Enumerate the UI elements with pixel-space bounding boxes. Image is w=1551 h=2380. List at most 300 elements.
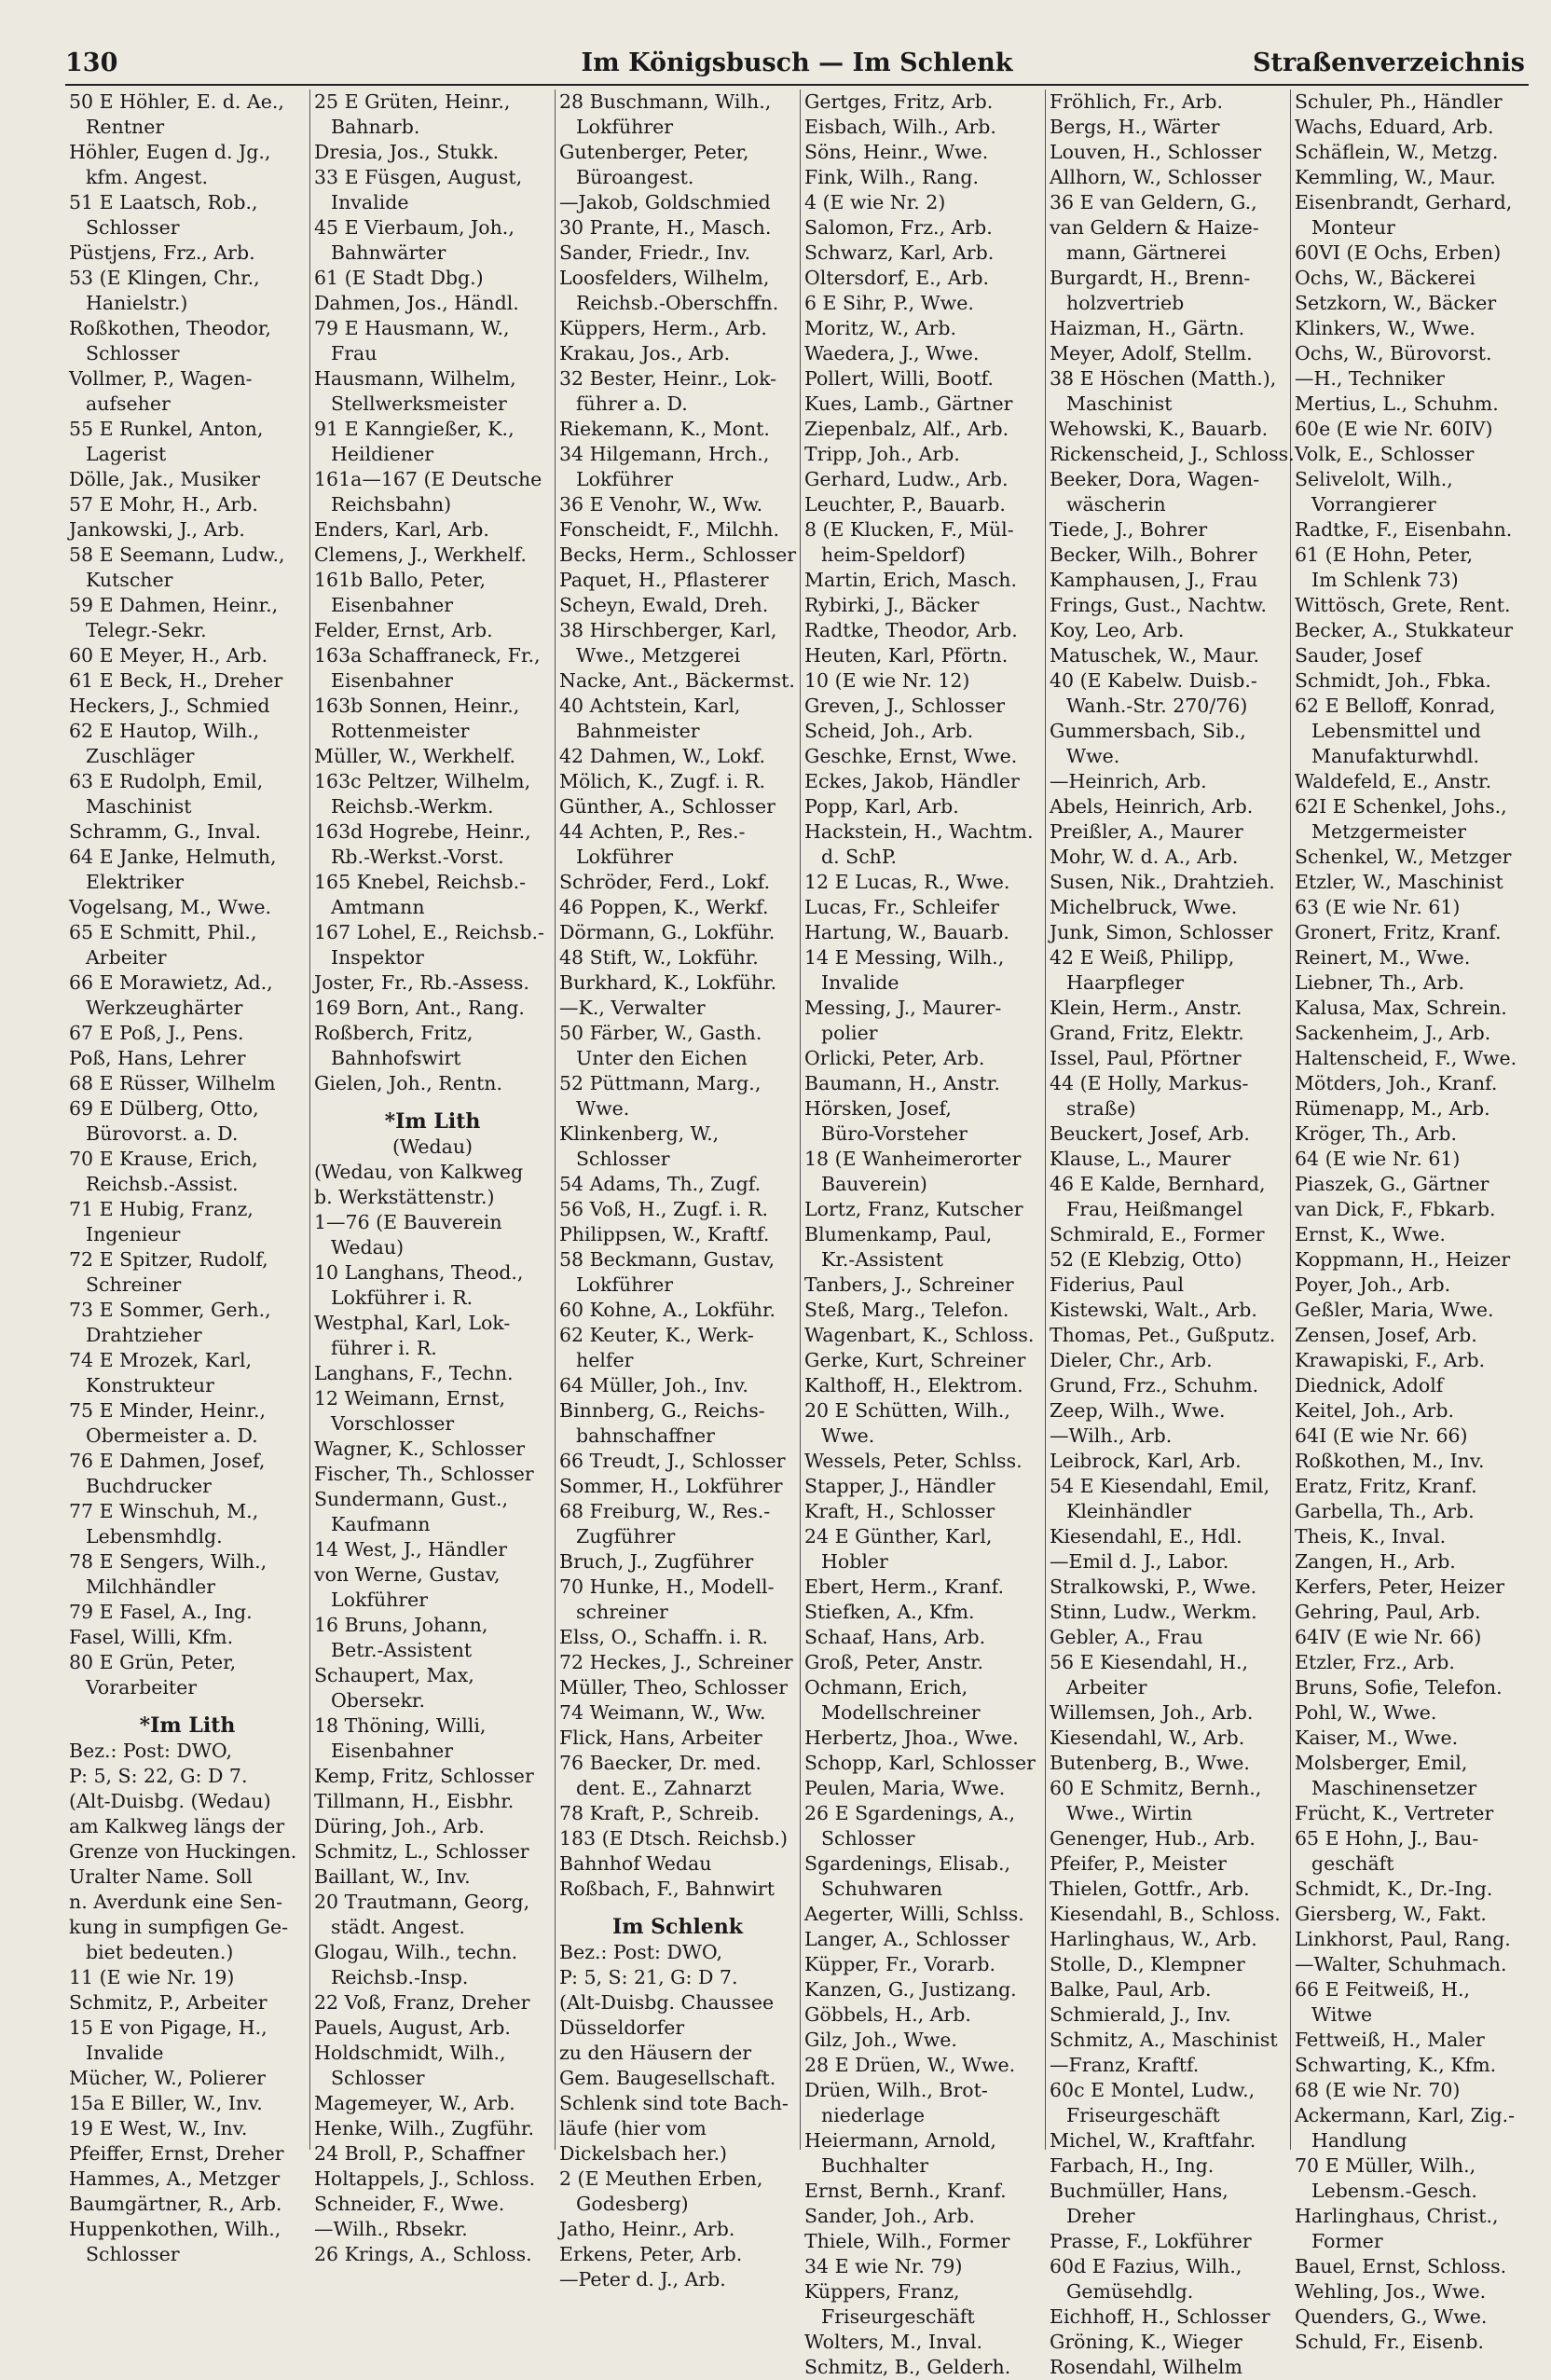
directory-entry: Lokführer: [576, 468, 674, 490]
directory-entry: Lokführer: [331, 1589, 429, 1611]
directory-entry: Heiermann, Arnold,: [804, 2129, 996, 2152]
directory-entry: niederlage: [821, 2104, 925, 2126]
directory-entry: Steß, Marg., Telefon.: [804, 1299, 1009, 1321]
directory-entry: Drahtzieher: [86, 1324, 202, 1346]
directory-entry: 4 (E wie Nr. 2): [804, 191, 946, 213]
directory-entry: 10 Langhans, Theod.,: [314, 1261, 524, 1284]
directory-entry: 61 (E Stadt Dbg.): [314, 267, 484, 289]
directory-entry: 44 Achten, P., Res.-: [559, 820, 746, 843]
directory-entry: Dahmen, Jos., Händl.: [314, 292, 519, 314]
directory-entry: schreiner: [576, 1601, 668, 1623]
directory-entry: Wwe.: [576, 1097, 630, 1120]
directory-entry: Waedera, J., Wwe.: [804, 342, 980, 365]
directory-entry: Schopp, Karl, Schlosser: [804, 1752, 1036, 1774]
directory-entry: 64IV (E wie Nr. 66): [1295, 1626, 1482, 1648]
directory-entry: (Wedau, von Kalkweg: [314, 1161, 524, 1183]
directory-entry: Lokführer i. R.: [331, 1286, 474, 1309]
directory-entry: 16 Bruns, Johann,: [314, 1614, 488, 1636]
directory-entry: Grund, Frz., Schuhm.: [1050, 1374, 1259, 1396]
directory-entry: Sgardenings, Elisab.,: [804, 1852, 1011, 1875]
directory-entry: straße): [1066, 1097, 1136, 1120]
directory-entry: Reinert, M., Wwe.: [1295, 946, 1471, 969]
directory-entry: 11 (E wie Nr. 19): [69, 1966, 235, 1988]
directory-entry: Wessels, Peter, Schlss.: [804, 1450, 1023, 1472]
directory-entry: Stiefken, A., Kfm.: [804, 1601, 975, 1623]
directory-entry: Sander, Friedr., Inv.: [559, 241, 751, 264]
directory-entry: Radtke, F., Eisenbahn.: [1295, 518, 1513, 541]
directory-entry: Göbbels, H., Arb.: [804, 2003, 971, 2026]
directory-entry: Schmitz, L., Schlosser: [314, 1840, 529, 1863]
directory-entry: 91 E Kanngießer, K.,: [314, 418, 515, 440]
directory-entry: Sommer, H., Lokführer: [559, 1475, 783, 1497]
directory-entry: Schröder, Ferd., Lokf.: [559, 871, 771, 893]
directory-entry: 161a—167 (E Deutsche: [314, 468, 542, 490]
directory-entry: Büro-Vorsteher: [821, 1122, 968, 1145]
directory-entry: Uralter Name. Soll: [69, 1865, 253, 1888]
directory-entry: kfm. Angest.: [86, 166, 209, 188]
directory-entry: Schmitz, A., Maschinist: [1050, 2029, 1278, 2051]
directory-entry: Fasel, Willi, Kfm.: [69, 1626, 234, 1648]
directory-entry: Radtke, Theodor, Arb.: [804, 619, 1018, 641]
directory-entry: Schmierald, J., Inv.: [1050, 2003, 1231, 2026]
directory-entry: Etzler, Frz., Arb.: [1295, 1651, 1455, 1673]
directory-entry: Baillant, W., Inv.: [314, 1865, 471, 1888]
directory-entry: Gronert, Fritz, Kranf.: [1295, 921, 1502, 943]
directory-entry: Kues, Lamb., Gärtner: [804, 392, 1013, 415]
directory-entry: Gerke, Kurt, Schreiner: [804, 1349, 1026, 1371]
directory-entry: Kraft, H., Schlosser: [804, 1500, 995, 1522]
directory-entry: 24 E Günther, Karl,: [804, 1525, 993, 1548]
directory-entry: Kistewski, Walt., Arb.: [1050, 1299, 1257, 1321]
directory-entry: Kröger, Th., Arb.: [1295, 1122, 1457, 1145]
directory-entry: Paquet, H., Pflasterer: [559, 569, 769, 591]
directory-entry: b. Werkstättenstr.): [314, 1186, 495, 1208]
directory-entry: 46 Poppen, K., Werkf.: [559, 896, 769, 918]
directory-entry: heim-Speldorf): [821, 543, 966, 566]
directory-entry: Rickenscheid, J., Schloss.: [1050, 443, 1295, 465]
directory-entry: Sundermann, Gust.,: [314, 1488, 508, 1510]
directory-entry: Inspektor: [331, 946, 424, 969]
directory-entry: Tiede, J., Bohrer: [1050, 518, 1208, 541]
directory-entry: Gerhard, Ludw., Arb.: [804, 468, 1009, 490]
directory-entry: 66 Treudt, J., Schlosser: [559, 1450, 786, 1472]
page-header: [65, 47, 1529, 86]
directory-entry: Joster, Fr., Rb.-Assess.: [314, 971, 529, 994]
directory-entry: Pollert, Willi, Bootf.: [804, 367, 994, 390]
directory-entry: Rümenapp, M., Arb.: [1295, 1097, 1490, 1120]
directory-entry: Peulen, Maria, Wwe.: [804, 1777, 1006, 1799]
directory-entry: Heuten, Karl, Pförtn.: [804, 644, 1009, 667]
directory-entry: Becker, A., Stukkateur: [1295, 619, 1514, 641]
directory-entry: Bahnhofswirt: [331, 1047, 461, 1069]
directory-entry: Zuschläger: [86, 745, 195, 767]
directory-entry: Kamphausen, J., Frau: [1050, 569, 1258, 591]
directory-entry: Püstjens, Frz., Arb.: [69, 241, 255, 264]
directory-entry: Gehring, Paul, Arb.: [1295, 1601, 1481, 1623]
directory-entry: Koppmann, H., Heizer: [1295, 1248, 1511, 1271]
directory-entry: Betr.-Assistent: [331, 1639, 473, 1661]
directory-entry: 12 E Lucas, R., Wwe.: [804, 871, 1010, 893]
directory-entry: Wedau): [331, 1236, 405, 1259]
directory-entry: Tillmann, H., Eisbhr.: [314, 1790, 515, 1812]
directory-entry: Schuld, Fr., Eisenb.: [1295, 2331, 1484, 2353]
directory-entry: Büroangest.: [576, 166, 694, 188]
directory-entry: 165 Knebel, Reichsb.-: [314, 871, 527, 893]
directory-entry: Michelbruck, Wwe.: [1050, 896, 1238, 918]
directory-entry: Bahnarb.: [331, 116, 420, 138]
directory-entry: Friseurgeschäft: [1066, 2104, 1220, 2126]
directory-entry: Schuler, Ph., Händler: [1295, 90, 1503, 113]
directory-entry: Modellschreiner: [821, 1701, 981, 1724]
directory-entry: Ochs, W., Bürovorst.: [1295, 342, 1492, 365]
directory-entry: Klinkers, W., Wwe.: [1295, 317, 1476, 339]
directory-entry: Langhans, F., Techn.: [314, 1362, 514, 1384]
directory-entry: städt. Angest.: [331, 1916, 465, 1938]
directory-entry: Oltersdorf, E., Arb.: [804, 267, 989, 289]
directory-entry: Schramm, G., Inval.: [69, 820, 262, 843]
directory-entry: Grenze von Huckingen.: [69, 1840, 297, 1863]
directory-entry: —Emil d. J., Labor.: [1050, 1550, 1229, 1573]
directory-entry: Waldefeld, E., Anstr.: [1295, 770, 1492, 792]
directory-entry: Harlinghaus, W., Arb.: [1050, 1928, 1257, 1950]
directory-entry: 163d Hogrebe, Heinr.,: [314, 820, 531, 843]
directory-entry: Lebensm.-Gesch.: [1311, 2180, 1477, 2202]
directory-entry: 14 West, J., Händler: [314, 1538, 508, 1561]
directory-entry: von Werne, Gustav,: [314, 1563, 501, 1586]
directory-entry: 6 E Sihr, P., Wwe.: [804, 292, 974, 314]
directory-entry: Heckers, J., Schmied: [69, 695, 270, 717]
directory-entry: Baumann, H., Anstr.: [804, 1072, 1000, 1094]
directory-entry: —Franz, Kraftf.: [1050, 2054, 1200, 2076]
directory-entry: Thomas, Pet., Gußputz.: [1050, 1324, 1276, 1346]
directory-entry: Wachs, Eduard, Arb.: [1295, 116, 1494, 138]
column-4: [801, 89, 1046, 2378]
directory-entry: Elektriker: [86, 871, 185, 893]
directory-entry: 65 E Hohn, J., Bau-: [1295, 1827, 1479, 1850]
directory-entry: Bahnmeister: [576, 720, 700, 742]
directory-entry: van Geldern & Haize-: [1050, 216, 1259, 239]
directory-entry: Kiesendahl, W., Arb.: [1050, 1727, 1245, 1749]
directory-entry: Unter den Eichen: [576, 1047, 748, 1069]
directory-entry: Roßkothen, M., Inv.: [1295, 1450, 1485, 1472]
street-heading: *Im Lith: [139, 1713, 236, 1738]
directory-entry: 183 (E Dtsch. Reichsb.): [559, 1827, 788, 1850]
directory-entry: Kutscher: [86, 569, 173, 591]
directory-entry: Konstrukteur: [86, 1374, 214, 1396]
directory-entry: d. SchP.: [821, 846, 898, 868]
directory-entry: —K., Verwalter: [559, 997, 706, 1019]
directory-entry: Hobler: [821, 1550, 888, 1573]
directory-entry: Günther, A., Schlosser: [559, 795, 776, 818]
directory-entry: 74 Weimann, W., Ww.: [559, 1701, 766, 1724]
directory-entry: Clemens, J., Werkhelf.: [314, 543, 527, 566]
directory-entry: 34 Hilgemann, Hrch.,: [559, 443, 770, 465]
directory-entry: Thielen, Gottfr., Arb.: [1050, 1878, 1250, 1900]
directory-entry: Wehowski, K., Bauarb.: [1050, 418, 1269, 440]
directory-entry: Schwarz, Karl, Arb.: [804, 241, 995, 264]
directory-entry: Salomon, Frz., Arb.: [804, 216, 993, 239]
directory-entry: Orlicki, Peter, Arb.: [804, 1047, 985, 1069]
directory-entry: Roßbach, F., Bahnwirt: [559, 1878, 775, 1900]
directory-entry: Junk, Simon, Schlosser: [1050, 921, 1273, 943]
directory-entry: —Peter d. J., Arb.: [559, 2268, 726, 2291]
directory-entry: 72 E Spitzer, Rudolf,: [69, 1248, 268, 1271]
directory-entry: Piaszek, G., Gärtner: [1295, 1173, 1489, 1195]
directory-entry: biet bedeuten.): [86, 1941, 234, 1963]
column-6: [1291, 89, 1536, 2353]
directory-entry: Vogelsang, M., Wwe.: [69, 896, 271, 918]
directory-entry: Vollmer, P., Wagen-: [69, 367, 253, 390]
directory-entry: Meyer, Adolf, Stellm.: [1050, 342, 1253, 365]
directory-entry: Giersberg, W., Fakt.: [1295, 1903, 1487, 1925]
directory-entry: Becks, Herm., Schlosser: [559, 543, 797, 566]
directory-entry: 52 Püttmann, Marg.,: [559, 1072, 762, 1094]
directory-entry: Rosendahl, Wilhelm: [1050, 2356, 1242, 2378]
directory-entry: Lebensmittel und: [1311, 720, 1481, 742]
directory-entry: 26 Krings, A., Schloss.: [314, 2243, 532, 2265]
page-number: 130: [65, 48, 118, 77]
section-title: Straßenverzeichnis: [1252, 48, 1525, 77]
directory-entry: 167 Lohel, E., Reichsb.-: [314, 921, 544, 943]
directory-entry: Enders, Karl, Arb.: [314, 518, 489, 541]
directory-entry: Reichsbahn): [331, 493, 452, 516]
directory-entry: 20 Trautmann, Georg,: [314, 1891, 530, 1913]
directory-entry: 51 E Laatsch, Rob.,: [69, 191, 258, 213]
directory-entry: Kleinhändler: [1066, 1500, 1192, 1522]
directory-entry: 61 E Beck, H., Dreher: [69, 669, 283, 692]
directory-entry: Bauel, Ernst, Schloss.: [1295, 2255, 1507, 2277]
directory-entry: Klause, L., Maurer: [1050, 1148, 1231, 1170]
directory-entry: Flick, Hans, Arbeiter: [559, 1727, 762, 1749]
directory-entry: Krakau, Jos., Arb.: [559, 342, 731, 365]
directory-entry: Gem. Baugesellschaft.: [559, 2067, 776, 2089]
directory-entry: Schmidt, Joh., Fbka.: [1295, 669, 1491, 692]
directory-entry: 54 E Kiesendahl, Emil,: [1050, 1475, 1270, 1497]
directory-entry: Schlosser: [86, 216, 180, 239]
directory-entry: Issel, Paul, Pförtner: [1050, 1047, 1242, 1069]
directory-entry: Prasse, F., Lokführer: [1050, 2230, 1252, 2252]
directory-entry: 78 E Sengers, Wilh.,: [69, 1550, 268, 1573]
directory-entry: Roßberch, Fritz,: [314, 1022, 474, 1044]
directory-entry: Preißler, A., Maurer: [1050, 820, 1243, 843]
directory-entry: Dickelsbach her.): [559, 2142, 728, 2165]
directory-entry: Godesberg): [576, 2193, 689, 2215]
directory-entry: Dölle, Jak., Musiker: [69, 468, 261, 490]
directory-entry: 76 E Dahmen, Josef,: [69, 1450, 266, 1472]
directory-entry: Poyer, Joh., Arb.: [1295, 1273, 1451, 1296]
directory-entry: Dresia, Jos., Stukk.: [314, 141, 500, 163]
directory-entry: Mölich, K., Zugf. i. R.: [559, 770, 766, 792]
directory-entry: Scheyn, Ewald, Dreh.: [559, 594, 769, 616]
directory-entry: Kr.-Assistent: [821, 1248, 944, 1271]
directory-entry: Arbeiter: [86, 946, 167, 969]
directory-entry: Haarpfleger: [1066, 971, 1185, 994]
directory-entry: Invalide: [331, 191, 409, 213]
directory-entry: —Heinrich, Arb.: [1050, 770, 1207, 792]
directory-entry: Wwe., Metzgerei: [576, 644, 741, 667]
directory-entry: Zugführer: [576, 1525, 676, 1548]
directory-entry: 54 Adams, Th., Zugf.: [559, 1173, 762, 1195]
directory-entry: Fischer, Th., Schlosser: [314, 1463, 534, 1485]
directory-entry: Beuckert, Josef, Arb.: [1050, 1122, 1250, 1145]
directory-entry: Beeker, Dora, Wagen-: [1050, 468, 1260, 490]
directory-entry: Bez.: Post: DWO,: [69, 1740, 233, 1762]
directory-entry: 59 E Dahmen, Heinr.,: [69, 594, 279, 616]
directory-entry: 36 E van Geldern, G.,: [1050, 191, 1257, 213]
directory-entry: 36 E Venohr, W., Ww.: [559, 493, 763, 516]
directory-entry: Im Schlenk 73): [1311, 569, 1459, 591]
directory-entry: Hackstein, H., Wachtm.: [804, 820, 1034, 843]
directory-entry: Lucas, Fr., Schleifer: [804, 896, 999, 918]
directory-entry: Volk, E., Schlosser: [1295, 443, 1475, 465]
directory-entry: Stapper, J., Händler: [804, 1475, 995, 1497]
directory-entry: polier: [821, 1022, 878, 1044]
directory-entry: Metzgermeister: [1311, 820, 1467, 843]
directory-entry: Linkhorst, Paul, Rang.: [1295, 1928, 1511, 1950]
directory-entry: Eichhoff, H., Schlosser: [1050, 2305, 1270, 2328]
directory-entry: Frau: [331, 342, 377, 365]
directory-entry: 53 (E Klingen, Chr.,: [69, 267, 260, 289]
directory-entry: Bruch, J., Zugführer: [559, 1550, 754, 1573]
directory-entry: Bahnhof Wedau: [559, 1852, 712, 1875]
directory-entry: Willemsen, Joh., Arb.: [1050, 1701, 1254, 1724]
directory-entry: 19 E West, W., Inv.: [69, 2117, 248, 2139]
directory-entry: 34 E wie Nr. 79): [804, 2255, 963, 2277]
directory-entry: Magemeyer, W., Arb.: [314, 2092, 515, 2114]
directory-entry: Quenders, G., Wwe.: [1295, 2305, 1488, 2328]
directory-entry: Genenger, Hub., Arb.: [1050, 1827, 1256, 1850]
directory-entry: 161b Ballo, Peter,: [314, 569, 486, 591]
directory-entry: Lokführer: [576, 116, 674, 138]
directory-entry: 33 E Füsgen, August,: [314, 166, 523, 188]
directory-entry: Keitel, Joh., Arb.: [1295, 1399, 1454, 1422]
directory-entry: 42 E Weiß, Philipp,: [1050, 946, 1235, 969]
directory-entry: Sauder, Josef: [1295, 644, 1422, 667]
directory-entry: 68 Freiburg, W., Res.-: [559, 1500, 771, 1522]
directory-entry: Bruns, Sofie, Telefon.: [1295, 1676, 1503, 1699]
directory-entry: Kalusa, Max, Schrein.: [1295, 997, 1507, 1019]
directory-entry: Eisbach, Wilh., Arb.: [804, 116, 996, 138]
directory-entry: Wagenbart, K., Schloss.: [804, 1324, 1035, 1346]
directory-entry: 48 Stift, W., Lokführ.: [559, 946, 759, 969]
directory-entry: 8 (E Klucken, F., Mül-: [804, 518, 1014, 541]
directory-entry: Schuhwaren: [821, 1878, 943, 1900]
directory-entry: 40 Achtstein, Karl,: [559, 695, 741, 717]
directory-entry: Lortz, Franz, Kutscher: [804, 1198, 1023, 1220]
directory-entry: Buchmüller, Hans,: [1050, 2180, 1228, 2202]
directory-entry: 20 E Schütten, Wilh.,: [804, 1399, 1010, 1422]
directory-entry: Eisenbahner: [331, 669, 454, 692]
directory-entry: 55 E Runkel, Anton,: [69, 418, 264, 440]
directory-entry: Holdschmidt, Wilh.,: [314, 2042, 506, 2064]
directory-entry: 64 (E wie Nr. 61): [1295, 1148, 1461, 1170]
directory-entry: Kaiser, M., Wwe.: [1295, 1727, 1459, 1749]
directory-entry: Burkhard, K., Lokführ.: [559, 971, 777, 994]
directory-entry: führer i. R.: [331, 1337, 437, 1359]
directory-entry: 70 E Krause, Erich,: [69, 1148, 258, 1170]
directory-entry: Söns, Heinr., Wwe.: [804, 141, 989, 163]
directory-entry: 78 Kraft, P., Schreib.: [559, 1802, 760, 1824]
directory-entry: 25 E Grüten, Heinr.,: [314, 90, 511, 113]
directory-entry: n. Averdunk eine Sen-: [69, 1891, 283, 1913]
directory-entry: Kiesendahl, E., Hdl.: [1050, 1525, 1242, 1548]
directory-entry: 22 Voß, Franz, Dreher: [314, 1991, 530, 2014]
directory-entry: 66 E Morawietz, Ad.,: [69, 971, 273, 994]
directory-entry: Schaupert, Max,: [314, 1664, 474, 1686]
directory-entry: Milchhändler: [86, 1575, 216, 1598]
directory-entry: Ochmann, Erich,: [804, 1676, 968, 1699]
directory-entry: läufe (hier vom: [559, 2117, 707, 2139]
directory-entry: 50 Färber, W., Gasth.: [559, 1022, 762, 1044]
directory-entry: Wehling, Jos., Wwe.: [1295, 2280, 1487, 2303]
directory-entry: geschäft: [1311, 1852, 1394, 1875]
directory-entry: 69 E Dülberg, Otto,: [69, 1097, 259, 1120]
directory-entry: 70 Hunke, H., Modell-: [559, 1575, 775, 1598]
directory-entry: Koy, Leo, Arb.: [1050, 619, 1185, 641]
directory-entry: 50 E Höhler, E. d. Ae.,: [69, 90, 284, 113]
directory-entry: 163a Schaffraneck, Fr.,: [314, 644, 541, 667]
directory-entry: Klein, Herm., Anstr.: [1050, 997, 1242, 1019]
directory-entry: Geßler, Maria, Wwe.: [1295, 1299, 1494, 1321]
directory-entry: —Wilh., Arb.: [1050, 1424, 1173, 1447]
directory-entry: Stellwerksmeister: [331, 392, 507, 415]
directory-entry: Wwe., Wirtin: [1066, 1802, 1193, 1824]
directory-entry: 28 Buschmann, Wilh.,: [559, 90, 772, 113]
directory-entry: P: 5, S: 21, G: D 7.: [559, 1966, 738, 1988]
directory-entry: Reichsb.-Assist.: [86, 1173, 239, 1195]
directory-entry: Wanh.-Str. 270/76): [1066, 695, 1248, 717]
directory-entry: Holtappels, J., Schloss.: [314, 2167, 536, 2190]
directory-entry: Matuschek, W., Maur.: [1050, 644, 1259, 667]
directory-entry: Eisenbahner: [331, 594, 454, 616]
directory-entry: Fonscheidt, F., Milchh.: [559, 518, 780, 541]
directory-entry: Kanzen, G., Justizang.: [804, 1978, 1017, 2001]
directory-entry: Dreher: [1066, 2205, 1135, 2227]
directory-entry: 12 Weimann, Ernst,: [314, 1387, 506, 1410]
directory-entry: 58 Beckmann, Gustav,: [559, 1248, 776, 1271]
directory-entry: Garbella, Th., Arb.: [1295, 1500, 1475, 1522]
directory-entry: zu den Häusern der: [559, 2042, 752, 2064]
directory-entry: 18 (E Wanheimerorter: [804, 1148, 1022, 1170]
directory-entry: Farbach, H., Ing.: [1050, 2154, 1215, 2177]
column-2: [310, 89, 556, 2265]
directory-entry: —Walter, Schuhmach.: [1295, 1953, 1507, 1975]
directory-entry: 57 E Mohr, H., Arb.: [69, 493, 258, 516]
directory-entry: Kaufmann: [331, 1513, 431, 1535]
directory-entry: 75 E Minder, Heinr.,: [69, 1399, 267, 1422]
directory-entry: Elss, O., Schaffn. i. R.: [559, 1626, 769, 1648]
directory-entry: 169 Born, Ant., Rang.: [314, 997, 525, 1019]
directory-entry: Glogau, Wilh., techn.: [314, 1941, 518, 1963]
directory-entry: 64 Müller, Joh., Inv.: [559, 1374, 748, 1396]
directory-entry: Dörmann, G., Lokführ.: [559, 921, 776, 943]
directory-entry: 14 E Messing, Wilh.,: [804, 946, 1005, 969]
directory-entry: Gröning, K., Wieger: [1050, 2331, 1242, 2353]
directory-entry: Philippsen, W., Kraftf.: [559, 1223, 770, 1245]
directory-entry: Reichsb.-Oberschffn.: [576, 292, 779, 314]
directory-entry: Ziepenbalz, Alf., Arb.: [804, 418, 1009, 440]
directory-entry: van Dick, F., Fbkarb.: [1295, 1198, 1496, 1220]
directory-entry: dent. E., Zahnarzt: [576, 1777, 752, 1799]
directory-entry: 44 (E Holly, Markus-: [1050, 1072, 1249, 1094]
directory-entry: 74 E Mrozek, Karl,: [69, 1349, 253, 1371]
directory-entry: 71 E Hubig, Franz,: [69, 1198, 254, 1220]
directory-entry: Burgardt, H., Brenn-: [1050, 267, 1251, 289]
directory-entry: Drüen, Wilh., Brot-: [804, 2079, 988, 2101]
directory-entry: Stolle, D., Klempner: [1050, 1953, 1245, 1975]
directory-entry: Fink, Wilh., Rang.: [804, 166, 979, 188]
directory-entry: Abels, Heinrich, Arb.: [1050, 795, 1254, 818]
